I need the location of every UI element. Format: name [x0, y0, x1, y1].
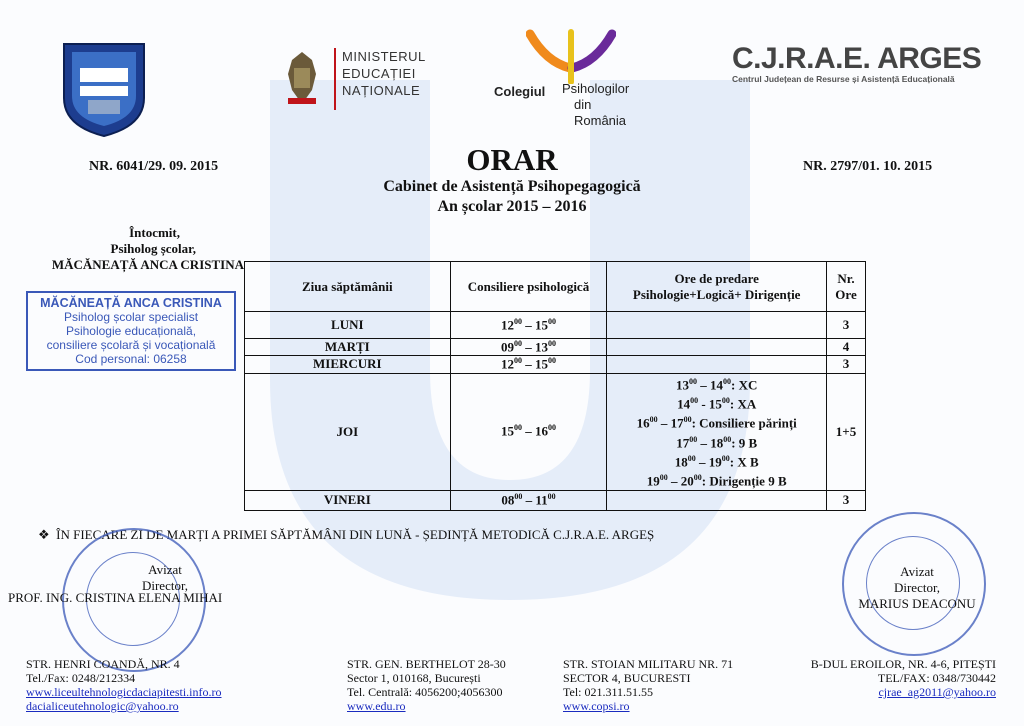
cpr-line-2: din România	[574, 97, 627, 128]
counseling-cell: $15^{00} - 16^{00}$	[450, 373, 607, 490]
hours-cell: 3	[827, 490, 866, 510]
note-text: ÎN FIECARE ZI DE MARȚI A PRIMEI SĂPTĂMÂNI DIN LUNĂ - ȘEDINȚĂ METODICĂ C.J.R.A.E. ARGEȘ	[56, 527, 655, 542]
counseling-cell: $12^{00} - 15^{00}$	[450, 312, 607, 339]
cpr-line-1: Psihologilor	[562, 81, 630, 96]
colegiul-psihologilor-logo	[484, 28, 644, 128]
sig-right-role: Director,	[893, 580, 941, 595]
day-cell: MARȚI	[245, 339, 451, 356]
counseling-cell: $12^{00} - 15^{00}$	[450, 356, 607, 373]
table-row	[245, 373, 866, 490]
cjrae-logo	[732, 42, 992, 102]
page-subtitle: Cabinet de Asistență Psihopegagogică	[383, 178, 641, 195]
sig-left-name: PROF. ING. CRISTINA ELENA MIHAI	[8, 590, 223, 605]
header-teaching	[607, 262, 827, 312]
cjrae-subtitle: Centrul Județean de Resurse și Asistență Educațională	[732, 74, 955, 84]
sig-right-avizat: Avizat	[900, 564, 934, 579]
lesson-line: $19^{00} - 20^{00}$: Dirigenție 9 B	[646, 473, 787, 489]
ministry-line-2: EDUCAȚIEI	[342, 66, 416, 81]
prepared-by-name: MĂCĂNEAȚĂ ANCA CRISTINA	[51, 257, 244, 272]
header-counseling: Consiliere psihologică	[450, 262, 607, 312]
footer-website-link[interactable]: www.copsi.ro	[563, 699, 630, 713]
stamp-line-4: Cod personal: 06258	[75, 352, 187, 366]
footer-address: STR. STOIAN MILITARU NR. 71	[563, 657, 734, 671]
table-row	[245, 490, 866, 510]
hours-cell: 4	[827, 339, 866, 356]
footer-email-link[interactable]: dacialiceutehnologic@yahoo.ro	[26, 699, 179, 713]
footer-address: STR. HENRI COANDĂ, NR. 4	[26, 657, 180, 671]
director-signature-left	[0, 562, 300, 605]
footer-col-cjrae	[790, 657, 996, 699]
stamp-line-1: Psiholog școlar specialist	[63, 310, 199, 324]
registration-number-right: NR. 2797/01. 10. 2015	[803, 159, 933, 174]
sig-left-avizat: Avizat	[148, 562, 182, 577]
ministry-logo	[282, 46, 452, 116]
teaching-cell	[607, 490, 827, 510]
footer-address: B-DUL EROILOR, NR. 4-6, PITEȘTI	[810, 657, 996, 671]
table-row	[245, 339, 866, 356]
footer-phone: TEL/FAX: 0348/730442	[877, 671, 996, 685]
romania-coat-of-arms-icon	[282, 50, 322, 108]
dacia-pitesti-logo	[58, 38, 150, 138]
hours-cell: 1+5	[827, 373, 866, 490]
footer-website-link[interactable]: www.liceultehnologicdaciapitesti.info.ro	[26, 685, 222, 699]
counseling-cell: $08^{00} - 11^{00}$	[450, 490, 607, 510]
hours-cell: 3	[827, 356, 866, 373]
stamp-name: MĂCĂNEAȚĂ ANCA CRISTINA	[40, 296, 222, 310]
psi-symbol-icon	[526, 28, 616, 84]
header-hours-line-2: Ore	[835, 286, 857, 302]
sig-right-name: MARIUS DEACONU	[858, 596, 976, 611]
director-signature-right	[842, 564, 992, 612]
lesson-line: $18^{00} - 19^{00}$: X B	[674, 453, 759, 470]
footer-col-ministry	[347, 657, 506, 713]
ministry-line-1: MINISTERUL	[342, 49, 426, 64]
prepared-by-role: Psiholog școlar,	[110, 241, 196, 256]
header-day: Ziua săptămânii	[245, 262, 451, 312]
footer-col-school	[26, 657, 222, 713]
table-row	[245, 312, 866, 339]
prepared-by-block	[0, 225, 244, 273]
lesson-line: $16^{00} - 17^{00}$: Consiliere părinți	[636, 415, 797, 431]
teaching-cell	[607, 339, 827, 356]
header-teaching-line-2: Psihologie+Logică+ Dirigenție	[632, 286, 801, 302]
stamp-line-3: consiliere școlară și vocațională	[46, 338, 216, 352]
footer-phone: Tel. Centrală: 4056200;4056300	[347, 685, 503, 699]
diamond-bullet-icon: ❖	[38, 527, 50, 542]
header-teaching-line-1: Ore de predare	[674, 270, 759, 286]
footer-address: STR. GEN. BERTHELOT 28-30	[347, 657, 506, 671]
table-header-row	[245, 262, 866, 312]
footer-phone: Tel: 021.311.51.55	[563, 685, 654, 699]
teaching-cell	[607, 356, 827, 373]
footer-sector: Sector 1, 010168, București	[347, 671, 481, 685]
day-cell: MIERCURI	[245, 356, 451, 373]
lesson-line: $17^{00} - 18^{00}$: 9 B	[676, 434, 758, 450]
footer-email-link[interactable]: cjrae_ag2011@yahoo.ro	[878, 685, 996, 699]
footer-sector: SECTOR 4, BUCURESTI	[563, 671, 691, 685]
lesson-line: $14^{00} - 15^{00}$: XA	[677, 395, 757, 412]
footer-website-link[interactable]: www.edu.ro	[347, 699, 406, 713]
registration-number-left: NR. 6041/29. 09. 2015	[89, 159, 219, 174]
cpr-colegiul-text: Colegiul	[494, 84, 546, 99]
header-hours	[827, 262, 866, 312]
sig-left-role: Director,	[141, 578, 189, 593]
stamp-line-2: Psihologie educațională,	[65, 324, 197, 338]
lesson-line: $13^{00} - 14^{00}$: XC	[676, 376, 758, 392]
teaching-cell	[607, 312, 827, 339]
cjrae-title: C.J.R.A.E. ARGES	[732, 42, 982, 75]
day-cell: LUNI	[245, 312, 451, 339]
page-title: ORAR	[466, 142, 558, 177]
header-hours-line-1: Nr.	[837, 270, 855, 286]
teaching-cell	[607, 373, 827, 490]
day-cell: VINERI	[245, 490, 451, 510]
day-cell: JOI	[245, 373, 451, 490]
psychologist-stamp	[26, 291, 236, 371]
hours-cell: 3	[827, 312, 866, 339]
table-row	[245, 356, 866, 373]
counseling-cell: $09^{00} - 13^{00}$	[450, 339, 607, 356]
ministry-line-3: NAȚIONALE	[342, 83, 421, 98]
footer-phone: Tel./Fax: 0248/212334	[26, 671, 136, 685]
prepared-by-label: Întocmit,	[129, 225, 180, 240]
schedule-table	[244, 261, 866, 511]
footer-col-copsi	[563, 657, 733, 713]
school-year: An școlar 2015 – 2016	[437, 198, 587, 215]
